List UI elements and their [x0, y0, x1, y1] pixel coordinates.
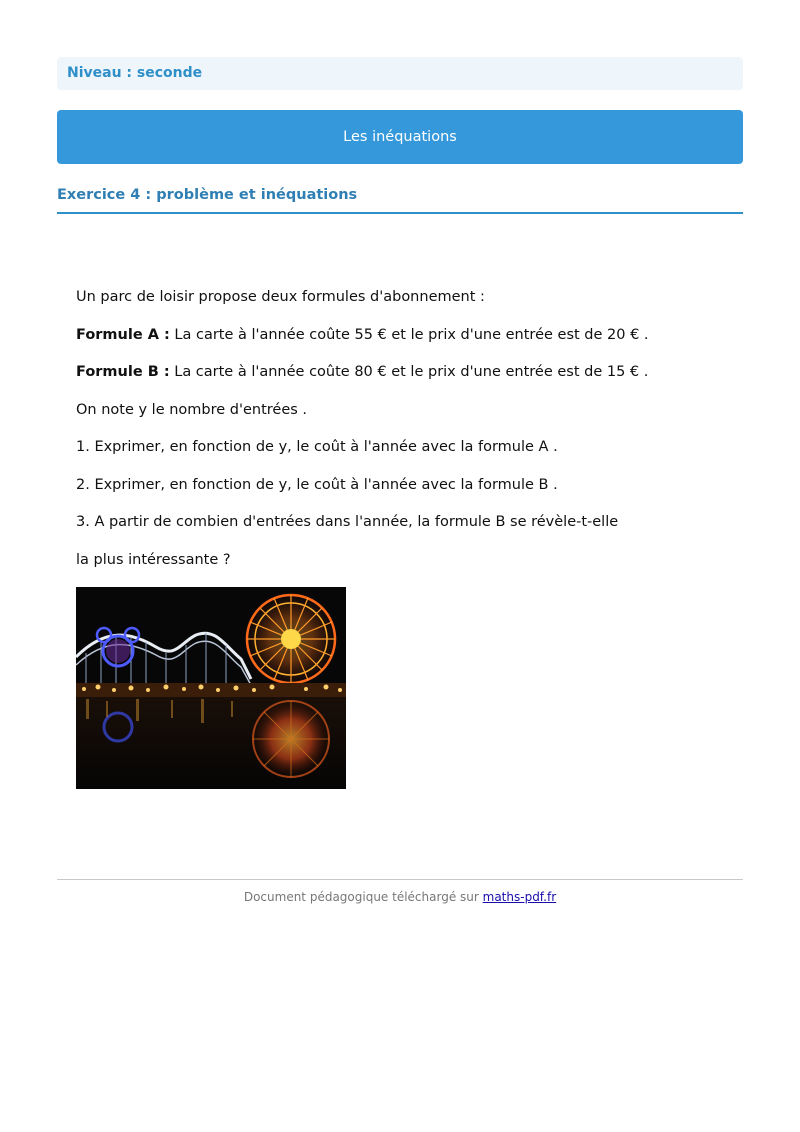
footer-link[interactable]: maths-pdf.fr [482, 890, 557, 904]
formula-b [76, 361, 696, 399]
question-1: 1. Exprimer, en fonction de y, le coût à l'année avec la formule A . [76, 439, 558, 455]
question-3-line-2: la plus intéressante ? [76, 551, 231, 568]
question-2: 2. Exprimer, en fonction de y, le coût à l'année avec la formule B . [76, 476, 558, 493]
formula-a-text: La carte à l'année coûte 55 € et le prix d'une entrée est de 20 € . [169, 326, 649, 343]
formula-a [76, 324, 696, 362]
exercise-intro: Un parc de loisir propose deux formules d'abonnement : [76, 289, 485, 305]
amusement-park-photo [76, 587, 346, 789]
topic-banner: Les inéquations [57, 110, 743, 164]
formula-b-label: Formule B : [76, 364, 170, 380]
level-label: Niveau : seconde [57, 57, 743, 90]
formula-a-label: Formule A : [76, 326, 170, 343]
exercise-title: Exercice 4 : problème et inéquations [57, 185, 743, 214]
exercise-body [76, 286, 696, 586]
formula-b-text: La carte à l'année coûte 80 € et le prix d'une entrée est de 15 € . [169, 364, 649, 380]
variable-note: On note y le nombre d'entrées . [76, 401, 308, 418]
footer [57, 890, 743, 904]
question-3-line-1: 3. A partir de combien d'entrées dans l'année, la formule B se révèle-t-elle [76, 514, 619, 530]
footer-text: Document pédagogique téléchargé sur [243, 890, 483, 904]
footer-divider [57, 879, 743, 880]
